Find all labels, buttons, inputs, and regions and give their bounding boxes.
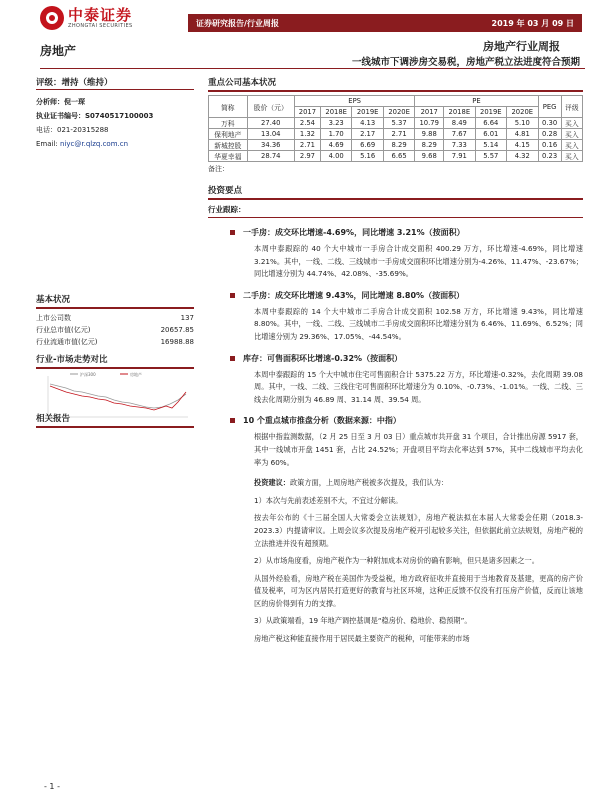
basic-row-label: 行业总市值(亿元) bbox=[36, 326, 91, 334]
cell-eps: 4.00 bbox=[320, 151, 351, 162]
main-content bbox=[208, 76, 583, 646]
points-title: 投资要点 bbox=[208, 184, 583, 200]
report-title: 房地产行业周报 bbox=[483, 40, 560, 53]
related-title: 相关报告 bbox=[36, 412, 194, 428]
related-reports bbox=[36, 412, 194, 428]
year-header: 2019E bbox=[352, 107, 383, 118]
cell-price: 27.40 bbox=[247, 118, 294, 129]
cell-name: 新城控股 bbox=[209, 140, 248, 151]
bullet-heading bbox=[208, 353, 583, 364]
cell-pe: 4.81 bbox=[507, 129, 538, 140]
report-category: 证券研究报告/行业周报 bbox=[196, 18, 279, 28]
table-row bbox=[209, 129, 583, 140]
cell-eps: 6.69 bbox=[352, 140, 383, 151]
bullet-icon bbox=[230, 293, 235, 298]
bullet-heading-text: 10 个重点城市推盘分析（数据来源：中指） bbox=[243, 416, 401, 426]
page-number: - 1 - bbox=[44, 782, 60, 791]
cell-pe: 5.14 bbox=[475, 140, 506, 151]
basic-row-label: 行业流通市值(亿元) bbox=[36, 338, 98, 346]
cell-pe: 8.49 bbox=[444, 118, 475, 129]
col-peg: PEG bbox=[538, 96, 561, 118]
col-price: 股价（元） bbox=[247, 96, 294, 118]
left-sidebar bbox=[36, 76, 194, 151]
analyst-info bbox=[36, 95, 194, 151]
company-table-title: 重点公司基本状况 bbox=[208, 76, 583, 92]
cell-name: 保利地产 bbox=[209, 129, 248, 140]
sector-label: 房地产 bbox=[40, 44, 77, 58]
cell-pe: 7.33 bbox=[444, 140, 475, 151]
company-logo bbox=[40, 6, 133, 30]
cell-pe: 7.91 bbox=[444, 151, 475, 162]
bullet-heading-text: 库存：可售面积环比增速-0.32%（按面积） bbox=[243, 353, 403, 363]
year-header: 2020E bbox=[507, 107, 538, 118]
table-note: 备注： bbox=[208, 165, 229, 173]
cell-pe: 4.32 bbox=[507, 151, 538, 162]
year-header: 2019E bbox=[475, 107, 506, 118]
logo-mark bbox=[40, 6, 64, 30]
cell-pe: 6.01 bbox=[475, 129, 506, 140]
bullet-body: 根据中指监测数据，（2 月 25 日至 3 月 03 日）重点城市共开盘 31 个项目，合计推出房源 5917 套，其中一线城市开盘 1451 套，占比 24.52%；开盘项目平均去化率达到 57%，其中二线城市平均去化率为 60%。 bbox=[254, 432, 583, 467]
analyst-phone: 电话：021-20315288 bbox=[36, 126, 109, 134]
cell-name: 华夏幸福 bbox=[209, 151, 248, 162]
bullet-heading bbox=[208, 227, 583, 238]
advice-label: 投资建议： bbox=[254, 478, 290, 488]
basic-row-label: 上市公司数 bbox=[36, 314, 71, 322]
logo-cn: 中泰证券 bbox=[68, 6, 133, 24]
email-label: Email: bbox=[36, 140, 58, 148]
cell-price: 34.36 bbox=[247, 140, 294, 151]
cell-eps: 5.37 bbox=[383, 118, 414, 129]
advice-intro bbox=[208, 477, 583, 490]
cell-eps: 1.32 bbox=[294, 129, 320, 140]
cell-eps: 3.23 bbox=[320, 118, 351, 129]
table-row bbox=[209, 118, 583, 129]
cell-rating: 买入 bbox=[561, 140, 582, 151]
rating: 评级：增持（维持） bbox=[36, 76, 194, 90]
bullet-body: 本周中泰跟踪的 40 个大中城市一手房合计成交面积 400.29 万方，环比增速-4.69%，同比增速 3.21%。其中，一线、二线、三线城市一手房成交面积环比增速分别为-4.26%、11.47%、-23.67%；同比增速分别为 44.74%、42.08%、-35.69%。 bbox=[254, 244, 583, 279]
col-name: 简称 bbox=[209, 96, 248, 118]
bullet-heading bbox=[208, 415, 583, 426]
cell-rating: 买入 bbox=[561, 129, 582, 140]
year-header: 2018E bbox=[320, 107, 351, 118]
cell-pe: 6.64 bbox=[475, 118, 506, 129]
year-header: 2017 bbox=[415, 107, 444, 118]
company-table bbox=[208, 95, 583, 162]
basic-row-value: 16988.88 bbox=[160, 338, 194, 346]
advice-point-3: 3）从政策端看，19 年地产调控基调是“稳房价、稳地价、稳预期”。 bbox=[254, 616, 472, 626]
report-date: 2019 年 03 月 09 日 bbox=[491, 18, 574, 28]
cell-pe: 7.67 bbox=[444, 129, 475, 140]
basic-row-value: 20657.85 bbox=[160, 326, 194, 334]
cert-label: 执业证书编号： bbox=[36, 112, 85, 120]
col-rating: 评级 bbox=[561, 96, 582, 118]
cell-rating: 买入 bbox=[561, 118, 582, 129]
bullet-icon bbox=[230, 356, 235, 361]
table-row bbox=[209, 140, 583, 151]
bullet-icon bbox=[230, 230, 235, 235]
bullet-heading-text: 二手房：成交环比增速 9.43%，同比增速 8.80%（按面积） bbox=[243, 290, 465, 300]
cell-eps: 2.97 bbox=[294, 151, 320, 162]
cell-price: 13.04 bbox=[247, 129, 294, 140]
bullet-body: 本周中泰跟踪的 15 个大中城市住宅可售面积合计 5375.22 万方，环比增速-0.32%，去化周期 39.08 周。其中，一线、二线、三线住宅可售面积环比增速分为 0.10%、-0.73%、-1.01%。一线、二线、三线去化周期分别为 46.89 周、31.14 周、39.54 周。 bbox=[254, 369, 583, 404]
cell-eps: 5.16 bbox=[352, 151, 383, 162]
advice-body-2: 从国外经验看，房地产税在美国作为受益税，地方政府征收并直接用于当地教育及基建，更高的房产价值及税率，可为区内居民打造更好的教育与社区环境，这种正反馈不仅没有打压房产价值，反而让该地区的房价得到有力的支撑。 bbox=[254, 573, 583, 608]
cell-peg: 0.30 bbox=[538, 118, 561, 129]
advice-body-3: 房地产税这种能直接作用于居民最主要资产的税种，可能带来的市场 bbox=[254, 634, 470, 644]
cell-pe: 5.57 bbox=[475, 151, 506, 162]
cell-rating: 买入 bbox=[561, 151, 582, 162]
bullet-heading bbox=[208, 290, 583, 301]
cell-eps: 6.65 bbox=[383, 151, 414, 162]
basic-info-box bbox=[36, 293, 194, 348]
cell-pe: 10.79 bbox=[415, 118, 444, 129]
bullet-body: 本周中泰跟踪的 14 个大中城市二手房合计成交面积 102.58 万方，环比增速 9.43%，同比增速 8.80%。其中，一线、二线、三线城市二手房成交面积环比增速分别为 6.46%、11.69%、6.52%；同比增速分别为 29.36%、17.05%、-44.54%。 bbox=[254, 306, 583, 341]
advice-point-2: 2）从市场角度看，房地产税作为一种附加成本对房价的确有影响，但只是诸多因素之一。 bbox=[254, 556, 539, 566]
cert-number: S0740517100003 bbox=[85, 112, 154, 120]
advice-intro-text: 政策方面，上周房地产税被多次提及，我们认为： bbox=[289, 478, 449, 488]
analyst-name: 分析师：倪一琛 bbox=[36, 98, 85, 106]
cell-pe: 4.15 bbox=[507, 140, 538, 151]
cell-eps: 4.69 bbox=[320, 140, 351, 151]
cell-pe: 5.10 bbox=[507, 118, 538, 129]
cell-pe: 9.88 bbox=[415, 129, 444, 140]
points-subtitle: 行业跟踪： bbox=[208, 204, 583, 218]
report-subtitle: 一线城市下调涉房交易税，房地产税立法进度符合预期 bbox=[351, 57, 580, 68]
basic-row-value: 137 bbox=[180, 314, 194, 322]
trend-title: 行业-市场走势对比 bbox=[36, 353, 194, 369]
logo-en: ZHONGTAI SECURITIES bbox=[68, 23, 133, 29]
cell-peg: 0.28 bbox=[538, 129, 561, 140]
col-eps: EPS bbox=[294, 96, 414, 107]
advice-point-1: 1）本次与先前表述差别不大，不宜过分解读。 bbox=[254, 495, 403, 505]
year-header: 2017 bbox=[294, 107, 320, 118]
cell-name: 万科 bbox=[209, 118, 248, 129]
basic-row bbox=[36, 312, 194, 324]
title-divider bbox=[40, 68, 585, 69]
year-header: 2018E bbox=[444, 107, 475, 118]
cell-eps: 2.71 bbox=[294, 140, 320, 151]
basic-row bbox=[36, 336, 194, 348]
legend-realestate: 房地产 bbox=[130, 372, 142, 377]
cell-peg: 0.23 bbox=[538, 151, 561, 162]
table-row bbox=[209, 151, 583, 162]
legend-hs300: 沪深300 bbox=[80, 372, 96, 377]
cell-eps: 2.54 bbox=[294, 118, 320, 129]
cell-eps: 4.13 bbox=[352, 118, 383, 129]
cell-eps: 1.70 bbox=[320, 129, 351, 140]
cell-eps: 8.29 bbox=[383, 140, 414, 151]
advice-body-1: 按去年公布的《十三届全国人大常委会立法规划》，房地产税法拟在本届人大常委会任期（2018.3-2023.3）内提请审议。上周会议多次提及房地产税开引起较多关注，但依据此前立法规划，房地产税的立法推进并没有超预期。 bbox=[254, 513, 583, 548]
bullet-heading-text: 一手房：成交环比增速-4.69%，同比增速 3.21%（按面积） bbox=[243, 228, 465, 237]
cell-pe: 9.68 bbox=[415, 151, 444, 162]
cell-price: 28.74 bbox=[247, 151, 294, 162]
header-bar bbox=[188, 14, 582, 32]
cell-eps: 2.71 bbox=[383, 129, 414, 140]
basic-row bbox=[36, 324, 194, 336]
basic-info-title: 基本状况 bbox=[36, 293, 194, 309]
cell-peg: 0.16 bbox=[538, 140, 561, 151]
col-pe: PE bbox=[415, 96, 538, 107]
bullet-icon bbox=[230, 418, 235, 423]
cell-pe: 8.29 bbox=[415, 140, 444, 151]
cell-eps: 2.17 bbox=[352, 129, 383, 140]
year-header: 2020E bbox=[383, 107, 414, 118]
analyst-email[interactable]: niyc@r.qlzq.com.cn bbox=[60, 140, 129, 148]
